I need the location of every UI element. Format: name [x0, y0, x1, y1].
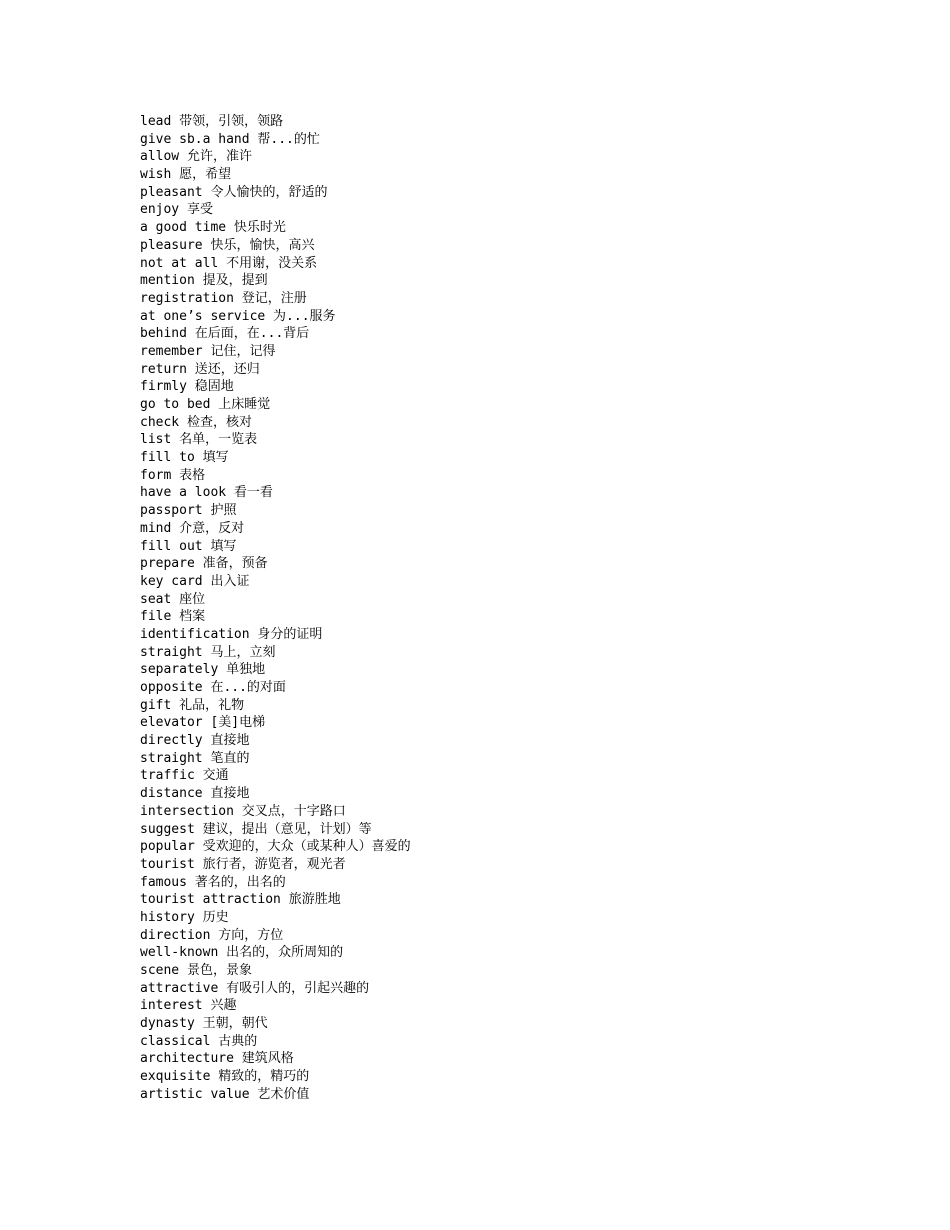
vocab-line: form 表格 [140, 467, 206, 483]
vocab-line: intersection 交叉点，十字路口 [140, 803, 346, 819]
vocab-line: wish 愿，希望 [140, 167, 232, 183]
vocab-line: firmly 稳固地 [140, 379, 234, 395]
vocab-line: fill out 填写 [140, 538, 237, 554]
vocab-line: remember 记住，记得 [140, 343, 276, 359]
vocab-line: distance 直接地 [140, 786, 250, 802]
vocab-line: go to bed 上床睡觉 [140, 397, 271, 412]
vocab-line: mention 提及，提到 [140, 273, 268, 289]
vocab-line: well-known 出名的，众所周知的 [140, 945, 344, 961]
vocab-line: key card 出入证 [140, 573, 250, 589]
vocab-line: file 档案 [140, 609, 206, 625]
vocab-line: opposite 在...的对面 [140, 680, 286, 695]
vocab-line: exquisite 精致的，精巧的 [140, 1069, 310, 1085]
vocab-line: artistic value 艺术价值 [140, 1086, 310, 1102]
vocab-line: identification 身分的证明 [140, 626, 323, 642]
vocab-line: popular 受欢迎的，大众（或某种人）喜爱的 [140, 839, 411, 855]
vocab-line: tourist attraction 旅游胜地 [140, 892, 341, 908]
vocab-line: passport 护照 [140, 503, 237, 519]
vocab-line: check 检查，核对 [140, 414, 252, 430]
vocab-line: dynasty 王朝，朝代 [140, 1016, 268, 1032]
vocab-line: suggest 建议，提出（意见，计划）等 [140, 821, 372, 837]
vocab-line: scene 景色，景象 [140, 963, 252, 978]
vocab-line: straight 笔直的 [140, 750, 250, 766]
vocab-line: tourist 旅行者，游览者，观光者 [140, 856, 346, 872]
vocab-line: lead 带领，引领，领路 [140, 114, 284, 129]
vocab-line: direction 方向，方位 [140, 927, 284, 943]
vocab-line: straight 马上，立刻 [140, 644, 276, 660]
vocab-line: behind 在后面，在...背后 [140, 326, 310, 342]
vocab-line: enjoy 享受 [140, 202, 213, 218]
vocab-line: traffic 交通 [140, 768, 229, 784]
vocab-line: give sb.a hand 帮...的忙 [140, 131, 320, 147]
vocab-line: registration 登记，注册 [140, 290, 307, 306]
vocab-line: have a look 看一看 [140, 485, 273, 501]
vocab-line: mind 介意，反对 [140, 520, 245, 536]
vocabulary-list [140, 113, 411, 1104]
vocab-line: gift 礼品，礼物 [140, 697, 245, 713]
vocab-line: classical 古典的 [140, 1033, 258, 1049]
vocab-line: directly 直接地 [140, 733, 250, 749]
vocab-line: separately 单独地 [140, 662, 266, 678]
vocab-line: list 名单，一览表 [140, 432, 258, 448]
vocab-line: pleasant 令人愉快的，舒适的 [140, 184, 328, 200]
vocab-line: architecture 建筑风格 [140, 1051, 294, 1067]
vocab-line: return 送还，还归 [140, 361, 260, 377]
vocab-line: prepare 准备，预备 [140, 556, 268, 572]
vocab-line: at one’s service 为...服务 [140, 308, 336, 324]
vocab-line: history 历史 [140, 909, 229, 925]
vocab-line: seat 座位 [140, 591, 206, 607]
vocab-line: interest 兴趣 [140, 998, 237, 1014]
vocab-line: not at all 不用谢，没关系 [140, 255, 318, 271]
vocab-line: attractive 有吸引人的，引起兴趣的 [140, 980, 370, 996]
vocab-line: allow 允许，准许 [140, 149, 252, 165]
vocab-line: a good time 快乐时光 [140, 220, 286, 236]
vocab-line: famous 著名的，出名的 [140, 874, 286, 890]
vocab-line: elevator [美]电梯 [140, 715, 266, 731]
vocab-line: fill to 填写 [140, 450, 229, 466]
vocab-line: pleasure 快乐，愉快，高兴 [140, 237, 315, 253]
